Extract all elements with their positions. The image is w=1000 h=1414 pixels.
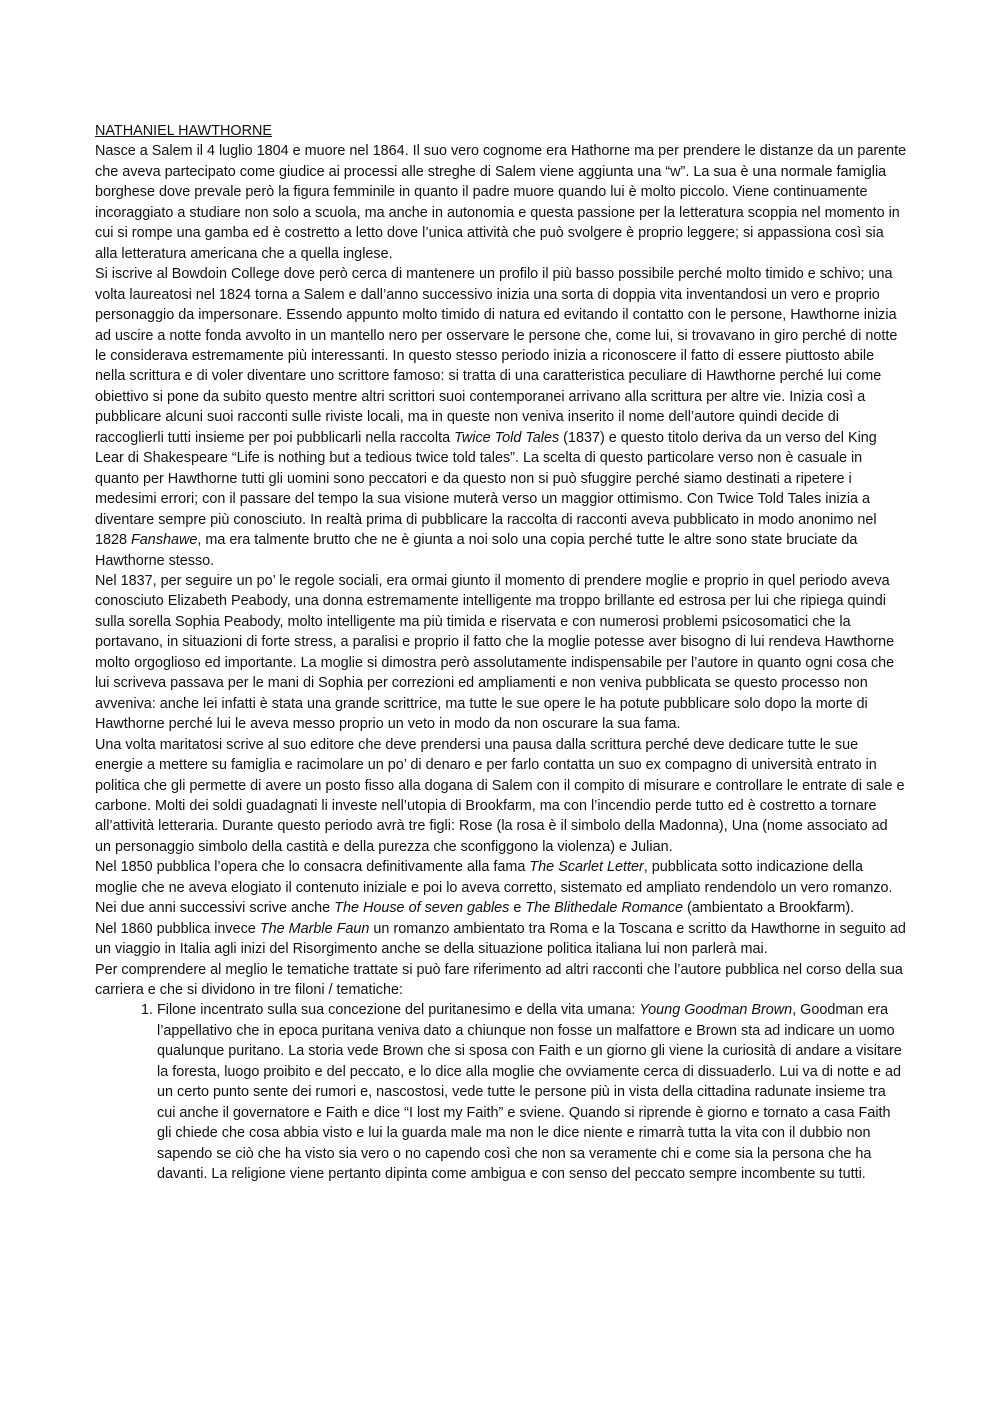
work-title-fanshawe: Fanshawe — [131, 532, 198, 549]
paragraph-marriage: Nel 1837, per seguire un po’ le regole sociali, era ormai giunto il momento di prendere moglie e proprio in quel periodo aveva conosciuto Elizabeth Peabody, una donna estremamente intelligente ma troppo brillante ed estrosa per lui che ripiega quindi sulla sorella Sophia Peabody, molto intelligente ma più timida e riservata e con numerosi problemi psicosomatici che la portavano, in situazioni di forte stress, a paralisi e proprio il fatto che la moglie potesse aver bisogno di lui rendeva Hawthorne molto orgoglioso ed importante. La moglie si dimostra però assolutamente indispensabile per l’autore in quanto ogni cosa che lui scriveva passava per le mani di Sophia per correzioni ed ampliamenti e non veniva pubblicata se questo processo non avveniva: anche lei infatti è stata una grande scrittrice, ma tutte le sue opere le ha potute pubblicare solo dopo la morte di Hawthorne perché lui le aveva messo proprio un veto in modo da non oscurare la sua fama. — [95, 572, 895, 733]
work-title-house-of-seven-gables: The House of seven gables — [334, 900, 510, 917]
themes-list — [95, 1000, 907, 1184]
list-item: 1. Filone incentrato sulla sua concezione del puritanesimo e della vita umana: Young Goodman Brown, Goodman era l’appellativo che in epoca puritana veniva dato a chiunque non fosse un malfattore e Brown sta ad indicare un uomo qualunque puritano. La storia vede Brown che si sposa con Faith e un giorno gli viene la curiosità di andare a visitare la foresta, luogo proibito e del peccato, e lo dice alla moglie che ovviamente cerca di dissuaderlo. Lui va di notte e ad un certo punto sente dei rumori e, nascostosi, vede tutte le persone più in vista della cittadina radunate insieme tra cui anche il governatore e Faith e dice “I lost my Faith” e sviene. Quando si riprende è giorno e tornato a casa Faith gli chiede che cosa abbia visto e lui la guarda male ma non le dice niente e rimarrà tutta la vita con il dubbio non sapendo se ciò che ha visto sia vero o no capendo così che non sa veramente chi e come sia la persona che ha davanti. La religione viene pertanto dipinta come ambigua e con senso del peccato sempre incombente su tutti. — [157, 1000, 907, 1184]
work-title-young-goodman-brown: Young Goodman Brown — [639, 1002, 793, 1019]
paragraph-marble-faun: Nel 1860 pubblica invece The Marble Faun un romanzo ambientato tra Roma e la Toscana e scritto da Hawthorne in seguito ad un viaggio in Italia agli inizi del Risorgimento anche se della situazione politica italiana lui non parlerà mai. — [95, 920, 906, 958]
paragraph-birth: Nasce a Salem il 4 luglio 1804 e muore nel 1864. Il suo vero cognome era Hathorne ma per prendere le distanze da un parente che aveva partecipato come giudice ai processi alle streghe di Salem viene aggiunta una “w”. La sua è una normale famiglia borghese dove prevale però la figura femminile in quanto il padre muore quando lui è molto piccolo. Viene continuamente incoraggiato a studiare non solo a scuola, ma anche in autonomia e questa passione per la letteratura scoppia nel momento in cui si rompe una gamba ed è costretto a letto dove l’unica attività che può svolgere è proprio leggere; si appassiona così sia alla letteratura americana che a quella inglese. — [95, 143, 907, 262]
paragraph-scarlet-letter: Nel 1850 pubblica l’opera che lo consacra definitivamente alla fama The Scarlet Letter, pubblicata sotto indicazione della moglie che ne aveva elogiato il contenuto iniziale e poi lo aveva corretto, sistemato ed ampliato rendendolo un vero romanzo. Nei due anni successivi scrive anche The House of seven gables e The Blithedale Romance (ambientato a Brookfarm). — [95, 859, 893, 917]
work-title-twice-told-tales: Twice Told Tales — [454, 429, 560, 446]
paragraph-family: Una volta maritatosi scrive al suo editore che deve prendersi una pausa dalla scrittura perché deve dedicare tutte le sue energie a mettere su famiglia e racimolare un po’ di denaro e per farlo contatta un suo ex compagno di università entrato in politica che gli permette di avere un posto fisso alla dogana di Salem con il compito di misurare e controllare le entrate di sale e carbone. Molti dei soldi guadagnati li investe nell’utopia di Brookfarm, ma con l’incendio perde tutto ed è costretto a tornare all’attività letteraria. Durante questo periodo avrà tre figli: Rose (la rosa è il simbolo della Madonna), Una (nome associato ad un personaggio simbolo della castità e della purezza che sconfiggono la violenza) e Julian. — [95, 736, 905, 855]
work-title-blithedale-romance: The Blithedale Romance — [525, 900, 683, 917]
paragraph-themes-intro: Per comprendere al meglio le tematiche trattate si può fare riferimento ad altri racconti che l’autore pubblica nel corso della sua carriera e che si dividono in tre filoni / tematiche: — [95, 961, 903, 999]
document-page — [95, 121, 907, 1185]
work-title-marble-faun: The Marble Faun — [259, 920, 370, 937]
document-title: NATHANIEL HAWTHORNE — [95, 123, 272, 139]
work-title-scarlet-letter: The Scarlet Letter — [529, 859, 644, 876]
paragraph-college: Si iscrive al Bowdoin College dove però cerca di mantenere un profilo il più basso possibile perché molto timido e schivo; una volta laureatosi nel 1824 torna a Salem e dall’anno successivo inizia una sorta di doppia vita inventandosi un vero e proprio personaggio da impersonare. Essendo appunto molto timido di natura ed evitando il contatto con le persone, Hawthorne inizia ad uscire a notte fonda avvolto in un mantello nero per osservare le persone che, come lui, si trovavano in giro perché di notte le considerava estremamente più interessanti. In questo stesso periodo inizia a riconoscere il fatto di essere piuttosto abile nella scrittura e di voler diventare uno scrittore famoso: si tratta di una caratteristica peculiare di Hawthorne perché lui come obiettivo si pone da subito questo mentre altri scrittori suoi contemporanei arrivano alla scrittura per altre vie. Inizia così a pubblicare alcuni suoi racconti sulle riviste locali, ma in queste non veniva inserito il nome dell’autore quindi decide di raccoglierli tutti insieme per poi pubblicarli nella raccolta Twice Told Tales (1837) e questo titolo deriva da un verso del King Lear di Shakespeare “Life is nothing but a tedious twice told tales”. La scelta di questo particolare verso non è casuale in quanto per Hawthorne tutti gli uomini sono peccatori e da questo non si può sfuggire perché siamo destinati a ripetere i medesimi errori; con il passare del tempo la sua visione muterà verso un maggior ottimismo. Con Twice Told Tales inizia a diventare sempre più conosciuto. In realtà prima di pubblicare la raccolta di racconti aveva pubblicato in modo anonimo nel 1828 Fanshawe, ma era talmente brutto che ne è giunta a noi solo una copia perché tutte le altre sono state bruciate da Hawthorne stesso. — [95, 266, 898, 569]
